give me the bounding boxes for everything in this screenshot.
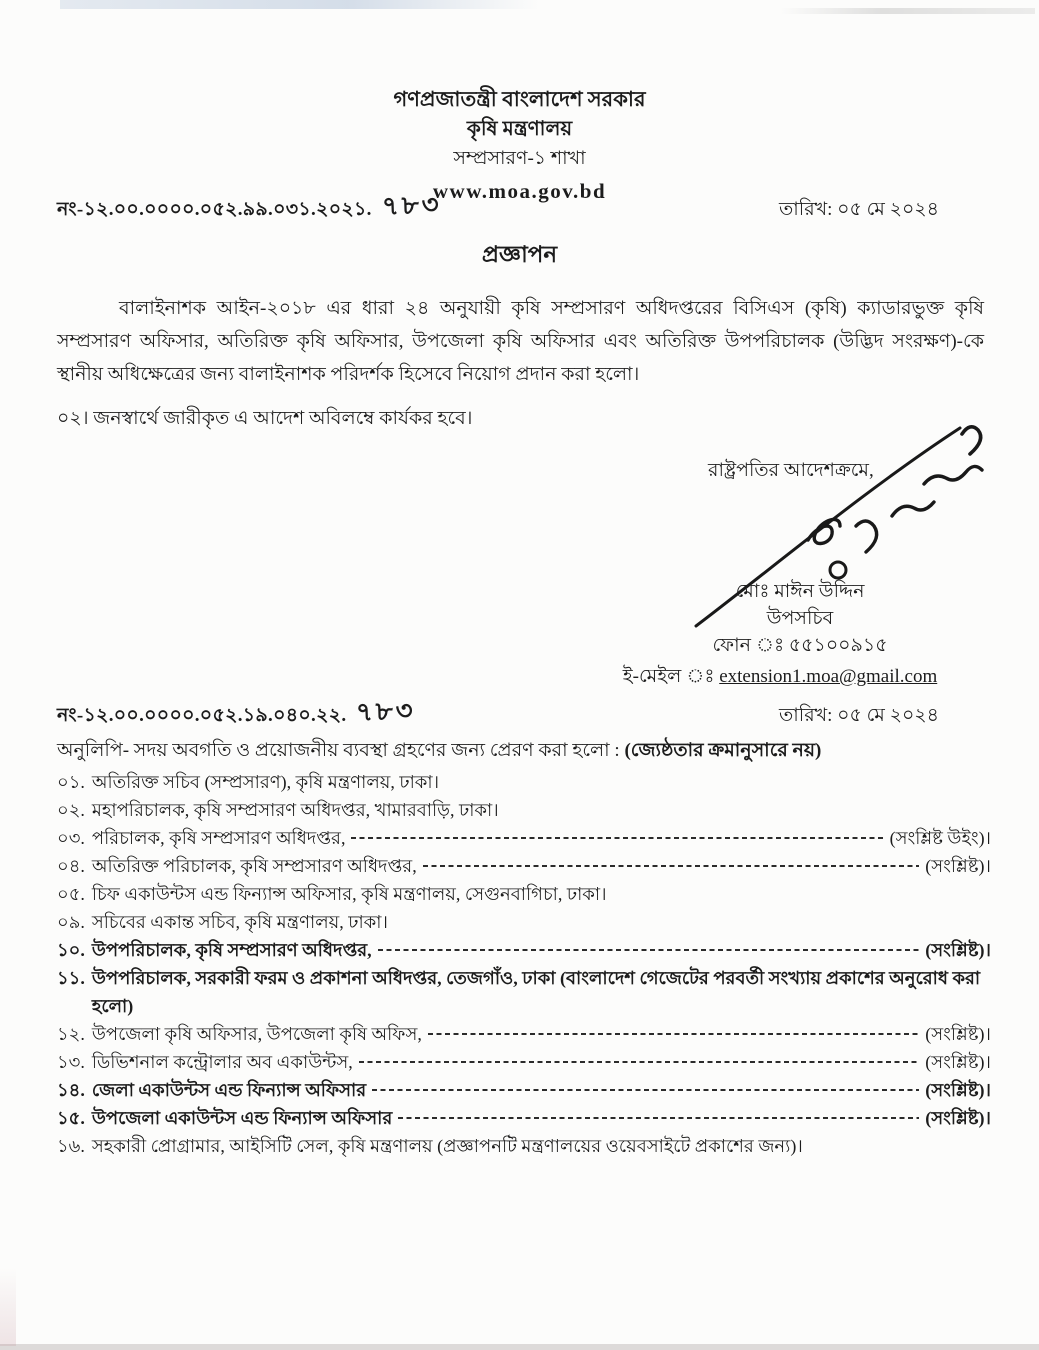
item-suffix: (সংশ্লিষ্ট)।	[925, 1052, 991, 1072]
distribution-list-item	[57, 1076, 991, 1104]
item-number: ০৪.	[57, 856, 85, 876]
item-suffix: (সংশ্লিষ্ট)।	[925, 856, 991, 876]
branch-name: সম্প্রসারণ-১ শাখা	[453, 148, 586, 169]
signature-block	[0, 440, 1039, 700]
item-number: ১১.	[57, 968, 85, 988]
dotted-leader	[428, 1033, 919, 1035]
item-text: ডিভিশনাল কন্ট্রোলার অব একাউন্টস,	[91, 1052, 353, 1072]
scan-smudge-top-right	[780, 8, 1035, 14]
item-text: মহাপরিচালক, কৃষি সম্প্রসারণ অধিদপ্তর, খামারবাড়ি, ঢাকা।	[91, 800, 499, 820]
by-order-text: রাষ্ট্রপতির আদেশক্রমে,	[708, 460, 874, 481]
scan-smudge-top	[60, 0, 540, 9]
item-text: উপপরিচালক, সরকারী ফরম ও প্রকাশনা অধিদপ্তর, তেজগাঁও, ঢাকা (বাংলাদেশ গেজেটের পরবর্তী সংখ্যায় প্রকাশের অনুরোধ করা হলো)	[91, 968, 981, 1016]
item-number: ০৫.	[57, 884, 85, 904]
item-number: ১৪.	[57, 1080, 85, 1100]
memo-row-1	[57, 186, 939, 230]
distribution-list-item	[57, 796, 991, 824]
item-number: ১২.	[57, 1024, 85, 1044]
memo-date-2: তারিখ: ০৫ মে ২০২৪	[779, 705, 939, 726]
distribution-list-item	[57, 1048, 991, 1076]
item-text: অতিরিক্ত সচিব (সম্প্রসারণ), কৃষি মন্ত্রণালয়, ঢাকা।	[91, 772, 440, 792]
memo-ref-1-handwritten-number: ৭৮৩	[381, 189, 442, 222]
item-suffix: (সংশ্লিষ্ট)।	[925, 1108, 991, 1128]
distribution-list-item	[57, 964, 991, 1020]
memo-ref-2-printed: নং-১২.০০.০০০০.০৫২.১৯.০৪০.২২.	[57, 705, 347, 726]
item-suffix: (সংশ্লিষ্ট)।	[925, 1024, 991, 1044]
memo-ref-1	[57, 186, 441, 230]
item-number: ০৩.	[57, 828, 85, 848]
dotted-leader	[372, 1089, 919, 1091]
body-paragraph-2: ০২। জনস্বার্থে জারীকৃত এ আদেশ অবিলম্বে কার্যকর হবে।	[57, 408, 473, 429]
item-number: ১৩.	[57, 1052, 85, 1072]
memo-row-2	[57, 692, 939, 736]
dotted-leader	[351, 837, 883, 839]
item-text: উপপরিচালক, কৃষি সম্প্রসারণ অধিদপ্তর,	[91, 940, 372, 960]
distribution-list-item	[57, 1104, 991, 1132]
memo-ref-1-printed: নং-১২.০০.০০০০.০৫২.৯৯.০৩১.২০২১.	[57, 199, 372, 220]
email-address: extension1.moa@gmail.com	[719, 666, 938, 687]
government-name: গণপ্রজাতন্ত্রী বাংলাদেশ সরকার	[393, 87, 646, 111]
memo-ref-2-handwritten-number: ৭৮৩	[355, 695, 417, 728]
ministry-name: কৃষি মন্ত্রণালয়	[466, 118, 573, 140]
item-text: জেলা একাউন্টস এন্ড ফিন্যান্স অফিসার	[91, 1080, 367, 1100]
signatory-name: মোঃ মাঈন উদ্দিন	[735, 581, 865, 602]
item-text: চিফ একাউন্টস এন্ড ফিন্যান্স অফিসার, কৃষি মন্ত্রণালয়, সেগুনবাগিচা, ঢাকা।	[91, 884, 607, 904]
signatory-email-line	[600, 662, 960, 694]
dotted-leader	[423, 865, 920, 867]
item-text: অতিরিক্ত পরিচালক, কৃষি সম্প্রসারণ অধিদপ্তর,	[91, 856, 417, 876]
dotted-leader	[378, 949, 920, 951]
distribution-intro-text: অনুলিপি- সদয় অবগতি ও প্রয়োজনীয় ব্যবস্থা গ্রহণের জন্য প্রেরণ করা হলো :	[57, 740, 620, 761]
memo-date-1: তারিখ: ০৫ মে ২০২৪	[779, 199, 939, 220]
distribution-intro-note: (জ্যেষ্ঠতার ক্রমানুসারে নয়)	[624, 740, 822, 761]
scan-edge-bottom	[0, 1344, 1039, 1350]
distribution-list-item	[57, 936, 991, 964]
distribution-list-item	[57, 768, 991, 796]
distribution-list-item	[57, 852, 991, 880]
item-text: উপজেলা একাউন্টস এন্ড ফিন্যান্স অফিসার	[91, 1108, 393, 1128]
item-text: উপজেলা কৃষি অফিসার, উপজেলা কৃষি অফিস,	[91, 1024, 422, 1044]
item-text: পরিচালক, কৃষি সম্প্রসারণ অধিদপ্তর,	[91, 828, 346, 848]
email-label: ই-মেইল ঃ	[622, 666, 715, 687]
document-title: প্রজ্ঞাপন	[481, 242, 558, 267]
memo-ref-2	[57, 692, 416, 736]
distribution-list-item	[57, 824, 991, 852]
item-number: ০২.	[57, 800, 85, 820]
distribution-list	[57, 768, 991, 1160]
item-number: ০১.	[57, 772, 85, 792]
signatory-designation: উপসচিব	[766, 608, 834, 629]
distribution-intro	[57, 736, 989, 768]
item-suffix: (সংশ্লিষ্ট)।	[925, 940, 991, 960]
website-url: www.moa.gov.bd	[432, 179, 607, 203]
item-text: সহকারী প্রোগ্রামার, আইসিটি সেল, কৃষি মন্ত্রণালয় (প্রজ্ঞাপনটি মন্ত্রণালয়ের ওয়েবসাইটে প্রকাশের জন্য)।	[91, 1136, 803, 1156]
signatory-phone: ফোন ঃ ৫৫১০০৯১৫	[712, 635, 888, 656]
scan-smudge-bottom-left	[0, 1268, 16, 1346]
item-number: ১৬.	[57, 1136, 85, 1156]
item-number: ১০.	[57, 940, 85, 960]
dotted-leader	[398, 1117, 919, 1119]
item-suffix: (সংশ্লিষ্ট)।	[925, 1080, 991, 1100]
item-number: ০৯.	[57, 912, 85, 932]
item-number: ১৫.	[57, 1108, 85, 1128]
body-paragraph-1: বালাইনাশক আইন-২০১৮ এর ধারা ২৪ অনুযায়ী কৃষি সম্প্রসারণ অধিদপ্তরের বিসিএস (কৃষি) ক্যাডারভুক্ত কৃষি সম্প্রসারণ অফিসার, অতিরিক্ত কৃষি অফিসার, উপজেলা কৃষি অফিসার এবং অতিরিক্ত উপপরিচালক (উদ্ভিদ সংরক্ষণ)-কে স্থানীয় অধিক্ষেত্রের জন্য বালাইনাশক পরিদর্শক হিসেবে নিয়োগ প্রদান করা হলো।	[57, 298, 984, 385]
item-text: সচিবের একান্ত সচিব, কৃষি মন্ত্রণালয়, ঢাকা।	[91, 912, 388, 932]
distribution-list-item	[57, 1020, 991, 1048]
distribution-list-item	[57, 908, 991, 936]
dotted-leader	[359, 1061, 919, 1063]
distribution-list-item	[57, 880, 991, 908]
distribution-list-item	[57, 1132, 991, 1160]
item-suffix: (সংশ্লিষ্ট উইং)।	[889, 828, 991, 848]
